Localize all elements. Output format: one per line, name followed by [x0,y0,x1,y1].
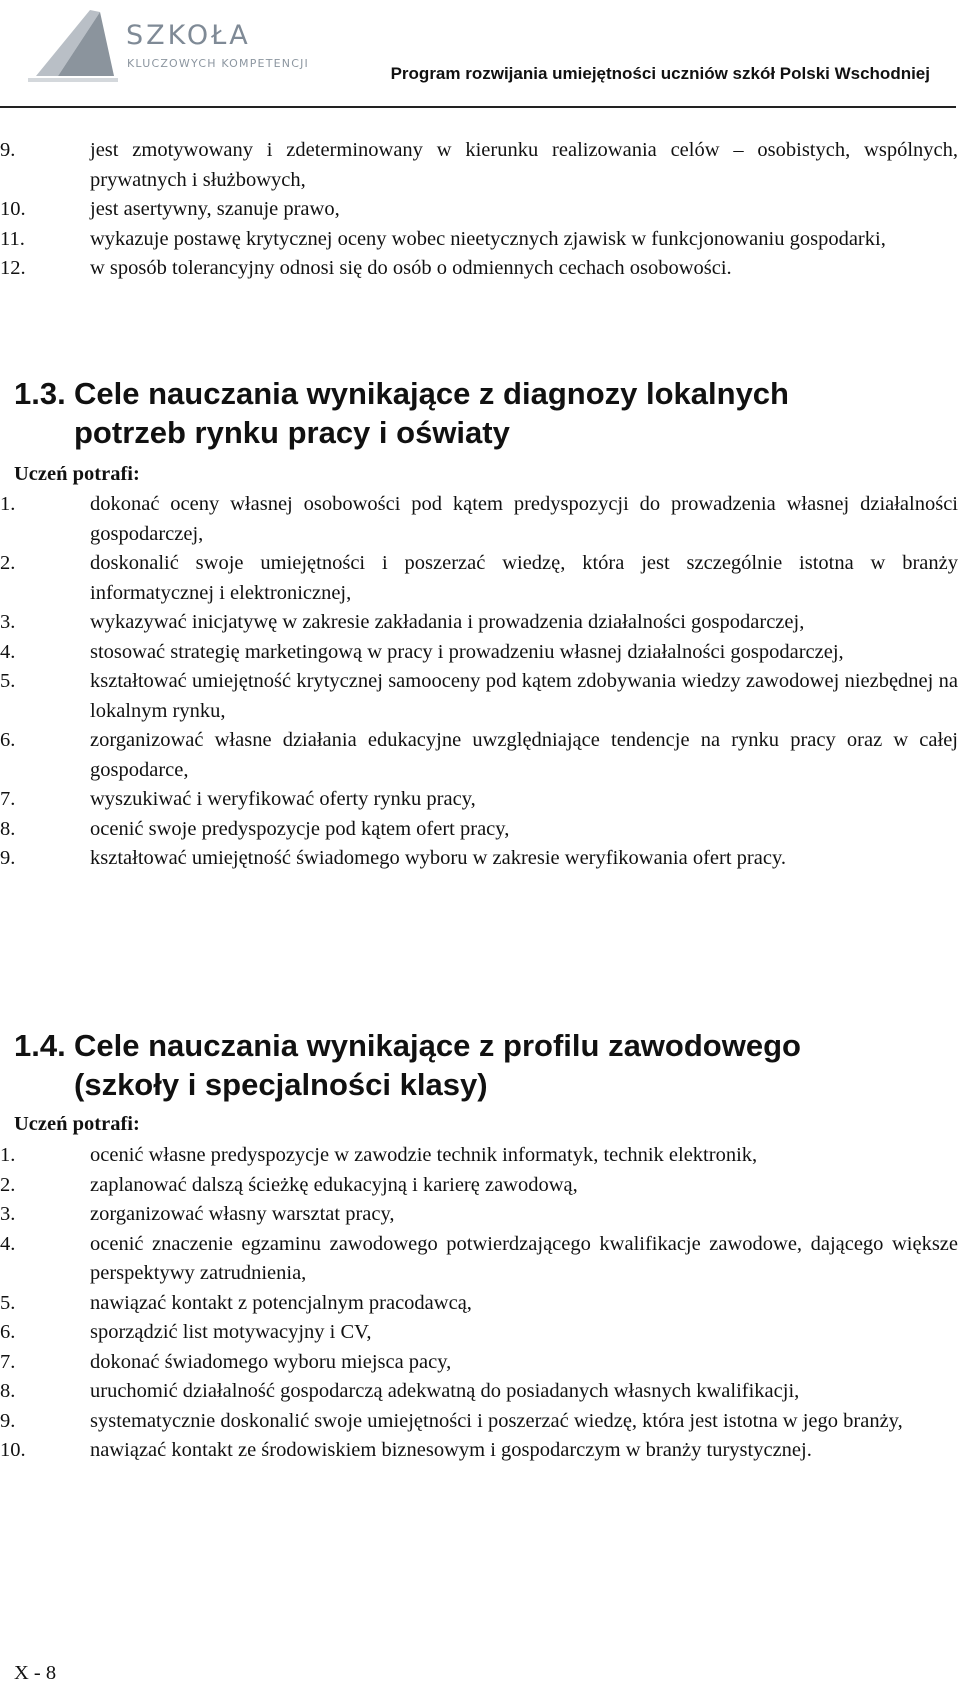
program-title: Program rozwijania umiejętności uczniów szkół Polski Wschodniej [390,64,930,83]
section-1-4-list [0,1141,958,1466]
list-item: 5. kształtować umiejętność krytycznej samooceny pod kątem zdobywania wiedzy zawodowej niezbędnej na lokalnym rynku, [0,670,958,722]
intro-list [0,136,958,284]
section-lead: Uczeń potrafi: [14,463,140,485]
section-1-3-list [0,490,958,874]
list-item: 10. jest asertywny, szanuje prawo, [0,198,340,220]
list-item: 7. wyszukiwać i weryfikować oferty rynku pracy, [0,788,476,810]
logo-subtitle: KLUCZOWYCH KOMPETENCJI [127,57,309,70]
page-header [0,0,960,110]
list-item: 6. sporządzić list motywacyjny i CV, [0,1321,372,1343]
section-lead: Uczeń potrafi: [14,1113,140,1135]
list-item: 6. zorganizować własne działania edukacyjne uwzględniające tendencje na rynku pracy oraz w całej gospodarce, [0,729,958,781]
list-item: 9. jest zmotywowany i zdeterminowany w kierunku realizowania celów – osobistych, wspólnych, prywatnych i służbowych, [0,139,958,191]
list-item: 7. dokonać świadomego wyboru miejsca pacy, [0,1350,452,1373]
list-item: 8. uruchomić działalność gospodarczą adekwatną do posiadanych własnych kwalifikacji, [0,1380,800,1402]
list-item: 4. stosować strategię marketingową w pracy i prowadzeniu własnej działalności gospodarczej, [0,640,844,663]
list-item: 12. w sposób tolerancyjny odnosi się do osób o odmiennych cechach osobowości. [0,257,732,279]
list-item: 1. dokonać oceny własnej osobowości pod kątem predyspozycji do prowadzenia własnej działalności gospodarczej, [0,493,958,545]
section-heading-1-4: 1.4. Cele nauczania wynikające z profilu zawodowego (szkoły i specjalności klasy) [14,1028,801,1102]
list-item: 1. ocenić własne predyspozycje w zawodzie technik informatyk, technik elektronik, [0,1144,758,1166]
list-item: 11. wykazuje postawę krytycznej oceny wobec nieetycznych zjawisk w funkcjonowaniu gospodarki, [0,227,886,250]
list-item: 9. kształtować umiejętność świadomego wyboru w zakresie weryfikowania ofert pracy. [0,847,786,869]
list-item: 10. nawiązać kontakt ze środowiskiem biznesowym i gospodarczym w branży turystycznej. [0,1439,812,1461]
list-item: 2. doskonalić swoje umiejętności i poszerzać wiedzę, która jest szczególnie istotna w branży informatycznej i elektronicznej, [0,552,958,604]
list-item: 9. systematycznie doskonalić swoje umiejętności i poszerzać wiedzę, która jest istotna w jego branży, [0,1409,903,1432]
list-item: 5. nawiązać kontakt z potencjalnym pracodawcą, [0,1291,472,1314]
list-item: 2. zaplanować dalszą ścieżkę edukacyjną i karierę zawodową, [0,1173,578,1196]
list-item: 8. ocenić swoje predyspozycje pod kątem ofert pracy, [0,817,510,840]
logo-title: SZKOŁA [126,20,251,51]
section-heading-1-3: 1.3. Cele nauczania wynikające z diagnozy lokalnych potrzeb rynku pracy i oświaty [14,376,789,450]
header-divider [0,106,956,108]
page-number: X - 8 [14,1662,57,1684]
list-item: 4. ocenić znaczenie egzaminu zawodowego potwierdzającego kwalifikacje zawodowe, dającego większe perspektywy zatrudnienia, [0,1232,958,1284]
list-item: 3. wykazywać inicjatywę w zakresie zakładania i prowadzenia działalności gospodarczej, [0,611,805,633]
list-item: 3. zorganizować własny warsztat pracy, [0,1203,395,1225]
school-logo-icon [28,6,118,86]
